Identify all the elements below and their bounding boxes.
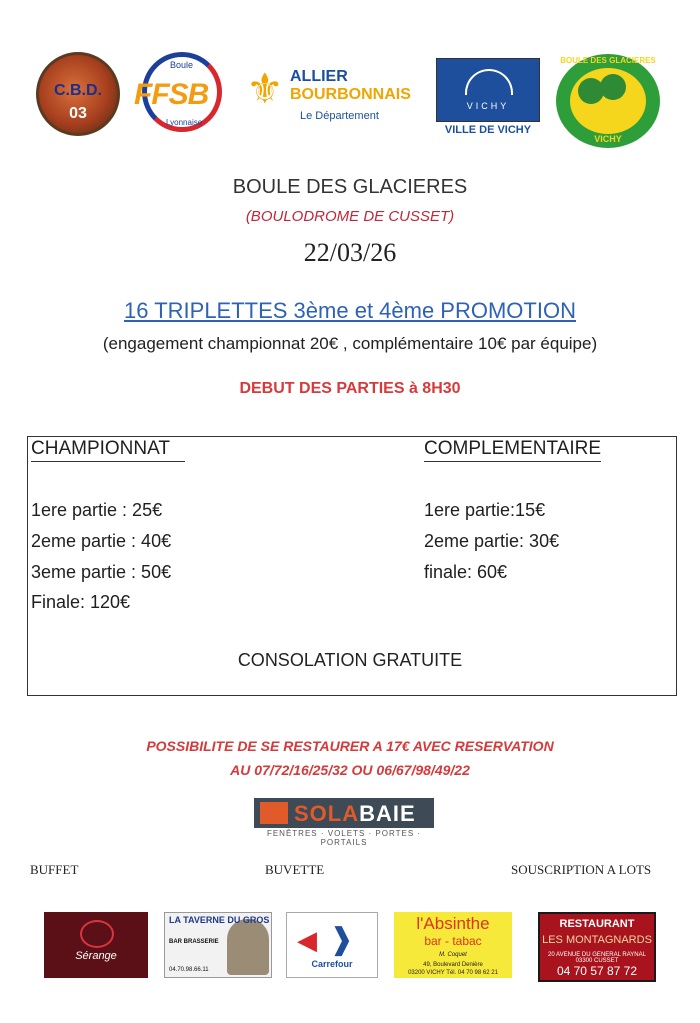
taverne-phone: 04.70.98.66.11: [169, 967, 209, 973]
event-date: 22/03/26: [303, 238, 397, 267]
start-time: DEBUT DES PARTIES à 8H30: [239, 380, 461, 397]
absinthe-owner: M. Coquet: [439, 952, 467, 958]
house-icon: [260, 802, 288, 824]
viking-figure-icon: [227, 919, 269, 975]
ffsb-top-text: Boule: [170, 60, 194, 70]
allier-line2: BOURBONNAIS: [290, 86, 411, 103]
solabaie-name-b: BAIE: [359, 801, 416, 826]
glacieres-logo-bottom: VICHY: [594, 134, 622, 144]
restauration-info: POSSIBILITE DE SE RESTAURER A 17€ AVEC RESERVATION: [146, 738, 554, 754]
solabaie-name: [294, 801, 416, 827]
vichy-logo-band: [436, 58, 540, 122]
montagnards-line2: LES MONTAGNARDS: [542, 934, 652, 946]
absinthe-sponsor: [394, 912, 512, 978]
serange-name: Sérange: [75, 950, 117, 962]
montagnards-address: 20 AVENUE DU GENERAL RAYNAL 03300 CUSSET: [548, 952, 646, 964]
championnat-prize: 1ere partie : 25€: [31, 500, 163, 520]
championnat-prize: 2eme partie : 40€: [31, 531, 172, 551]
carrefour-left-icon: ◀: [297, 925, 317, 955]
ffsb-letters: FFSB: [134, 78, 209, 111]
complementaire-prize: 1ere partie:15€: [424, 500, 546, 520]
allier-line1: ALLIER: [290, 68, 348, 85]
championnat-prize: Finale: 120€: [31, 592, 131, 612]
venue: (BOULODROME DE CUSSET): [245, 208, 455, 225]
boule-des-glacieres-logo: [556, 54, 660, 148]
absinthe-name: l'Absinthe: [416, 914, 490, 933]
vichy-band-text: VICHY: [466, 101, 510, 111]
taverne-title: LA TAVERNE DU GROS: [169, 915, 270, 925]
complementaire-title: COMPLEMENTAIRE: [424, 438, 601, 462]
fleur-de-lis-icon: ⚜: [246, 65, 284, 112]
montagnards-sponsor: [538, 912, 656, 982]
carrefour-right-icon: ❱: [329, 923, 355, 956]
championnat-title: CHAMPIONNAT: [31, 438, 185, 462]
complementaire-prize: 2eme partie: 30€: [424, 531, 560, 551]
montagnards-line1: RESTAURANT: [559, 918, 635, 930]
serange-emblem-icon: [80, 920, 114, 948]
absinthe-type: bar - tabac: [424, 934, 482, 948]
engagement-fees: (engagement championnat 20€ , complémentaire 10€ par équipe): [102, 334, 598, 353]
ffsb-logo: [134, 52, 234, 138]
solabaie-name-a: SOLA: [294, 801, 360, 826]
competition-heading: 16 TRIPLETTES 3ème et 4ème PROMOTION: [124, 298, 576, 323]
carrefour-name: Carrefour: [311, 959, 353, 969]
serange-sponsor: [44, 912, 148, 978]
championnat-prize: 3eme partie : 50€: [31, 562, 172, 582]
absinthe-city: 03200 VICHY Tél. 04 70 98 62 21: [408, 970, 498, 976]
buvette-label: BUVETTE: [265, 862, 325, 877]
boule-icon: [600, 74, 626, 100]
cbd-logo-number: 03: [69, 105, 87, 122]
buffet-label: BUFFET: [30, 862, 79, 877]
solabaie-tagline: FENÊTRES · VOLETS · PORTES · PORTAILS: [266, 829, 422, 847]
consolation: CONSOLATION GRATUITE: [237, 650, 463, 670]
taverne-sub: BAR BRASSERIE: [169, 939, 219, 945]
allier-bourbonnais-logo: [246, 66, 426, 126]
ffsb-bottom-text: Lyonnaise: [166, 118, 203, 127]
montagnards-phone: 04 70 57 87 72: [556, 964, 638, 978]
vichy-arch-icon: [465, 69, 513, 95]
absinthe-address: 49, Boulevard Denière: [423, 962, 483, 968]
souscription-label: SOUSCRIPTION A LOTS: [511, 862, 652, 877]
cbd-logo-text: C.B.D.: [54, 82, 102, 99]
taverne-sponsor: [164, 912, 272, 978]
cbd03-logo: [36, 52, 120, 136]
carrefour-sponsor: [286, 912, 378, 978]
reservation-phones: AU 07/72/16/25/32 OU 06/67/98/49/22: [230, 762, 470, 778]
allier-line3: Le Département: [300, 110, 379, 122]
complementaire-prize: finale: 60€: [424, 562, 508, 582]
ville-de-vichy-logo: [436, 58, 540, 138]
glacieres-logo-top: BOULE DES GLACIERES: [560, 56, 656, 65]
club-title: BOULE DES GLACIERES: [232, 176, 468, 198]
vichy-name: VILLE DE VICHY: [444, 124, 532, 136]
solabaie-logo: [254, 798, 434, 847]
